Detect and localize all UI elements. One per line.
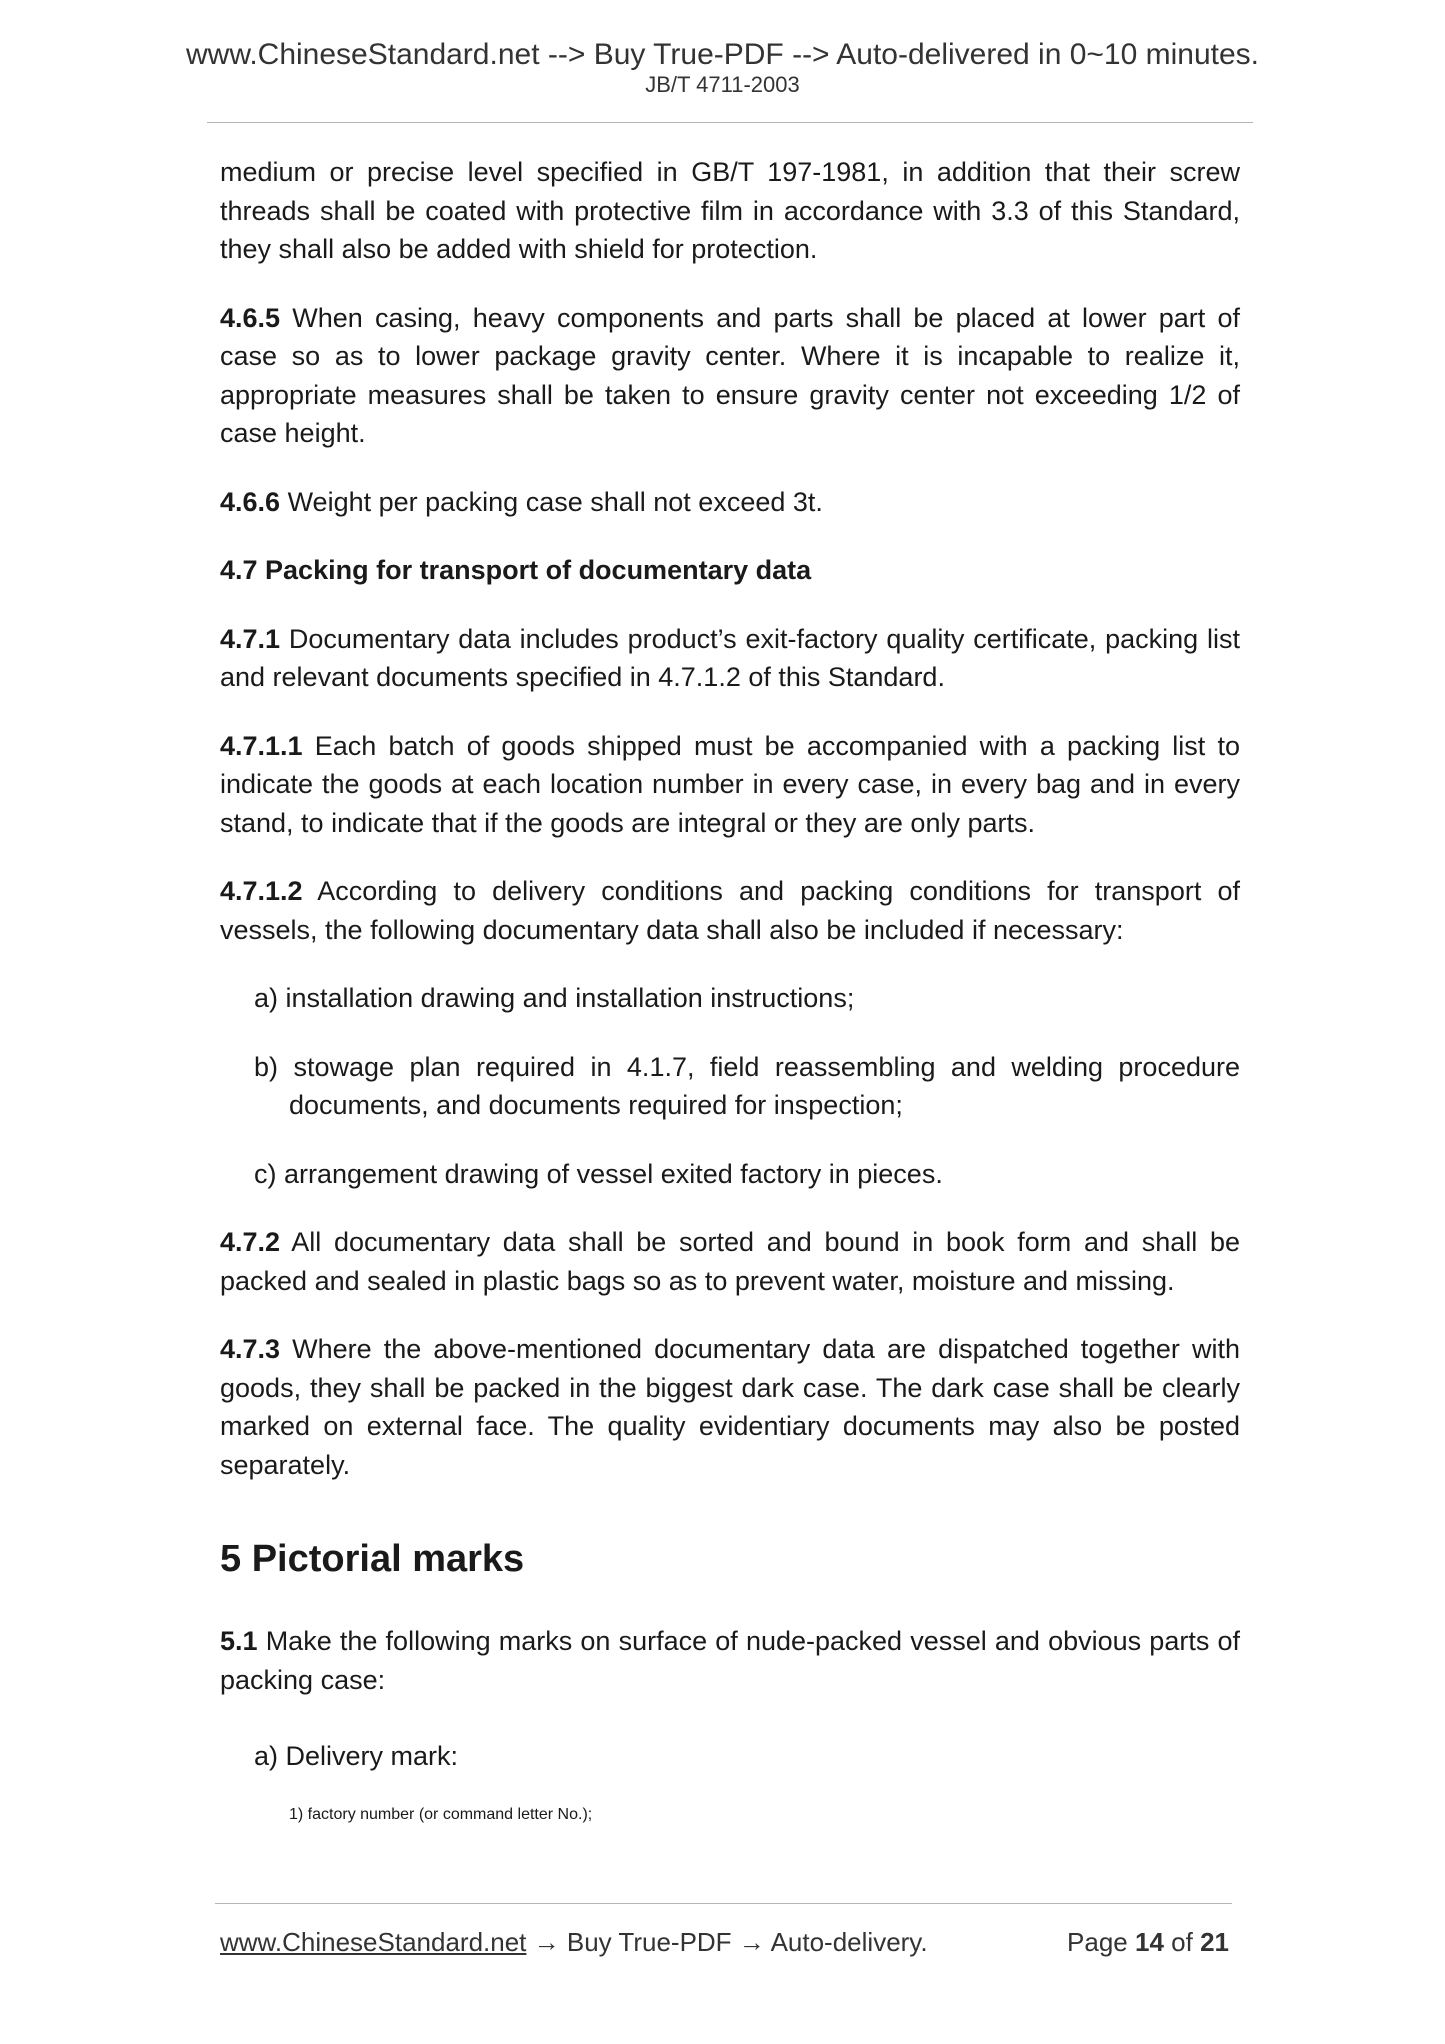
footer-promo <box>220 1926 928 1958</box>
clause-number: 4.7.1.1 <box>220 730 303 761</box>
clause-4-7-2 <box>220 1223 1240 1300</box>
clause-4-7-3 <box>220 1330 1240 1484</box>
list-item: a) installation drawing and installation instructions; <box>254 983 855 1013</box>
document-number: JB/T 4711-2003 <box>645 72 800 97</box>
footer-site-link[interactable]: www.ChineseStandard.net <box>220 1927 527 1957</box>
clause-number: 4.7.3 <box>220 1334 281 1364</box>
page-current: 14 <box>1135 1927 1164 1957</box>
footer-divider <box>215 1903 1232 1904</box>
page-total: 21 <box>1200 1927 1229 1957</box>
clause-4-7-1 <box>220 620 1240 697</box>
clause-text: Where the above-mentioned documentary data are dispatched together with goods, they shall be packed in the biggest dark case. The dark case shall be clearly marked on external face. The quality evidentiary documents may also be posted separately. <box>220 1334 1240 1480</box>
clause-text: All documentary data shall be sorted and bound in book form and shall be packed and sealed in plastic bags so as to prevent water, moisture and missing. <box>220 1227 1240 1296</box>
clause-number: 4.7.2 <box>220 1227 281 1257</box>
page-content <box>220 153 1240 1824</box>
site-banner: www.ChineseStandard.net --> Buy True-PDF --> Auto-delivered in 0~10 minutes. <box>185 38 1260 71</box>
clause-text: Each batch of goods shipped must be accompanied with a packing list to indicate the goods at each location number in every case, in every bag and in every stand, to indicate that if the goods are integral or they are only parts. <box>220 730 1240 838</box>
header-divider <box>207 122 1253 123</box>
list-item: c) arrangement drawing of vessel exited factory in pieces. <box>254 1158 943 1189</box>
clause-text: According to delivery conditions and packing conditions for transport of vessels, the following documentary data shall also be included if necessary: <box>220 876 1240 945</box>
page-label: Page <box>1067 1927 1128 1957</box>
paragraph-continued: medium or precise level specified in GB/T 197-1981, in addition that their screw threads shall be coated with protective film in accordance with 3.3 of this Standard, they shall also be added with shield for protection. <box>220 157 1240 264</box>
clause-4-7-heading: 4.7 Packing for transport of documentary data <box>220 555 812 585</box>
clause-4-6-5 <box>220 299 1240 453</box>
clause-4-6-6 <box>220 483 1240 522</box>
clause-number: 4.6.6 <box>220 486 281 517</box>
clause-text: Weight per packing case shall not exceed 3t. <box>280 486 823 517</box>
page-of: of <box>1171 1927 1193 1957</box>
clause-5-1 <box>220 1622 1240 1699</box>
clause-text: Documentary data includes product’s exit-factory quality certificate, packing list and relevant documents specified in 4.7.1.2 of this Standard. <box>220 623 1240 692</box>
clause-number: 4.7.1.2 <box>220 876 303 906</box>
list-item: b) stowage plan required in 4.1.7, field reassembling and welding procedure documents, and documents required for inspection; <box>254 1051 1240 1120</box>
list-item: 1) factory number (or command letter No.); <box>289 1805 593 1823</box>
clause-text: When casing, heavy components and parts shall be placed at lower part of case so as to lower package gravity center. Where it is incapable to realize it, appropriate measures shall be taken to ensure gravity center not exceeding 1/2 of case height. <box>220 302 1240 448</box>
clause-number: 5.1 <box>220 1626 258 1656</box>
clause-number: 4.7.1 <box>220 623 281 654</box>
clause-4-7-1-2 <box>220 872 1240 949</box>
clause-text: Make the following marks on surface of nude-packed vessel and obvious parts of packing case: <box>220 1626 1240 1695</box>
section-5-heading: 5 Pictorial marks <box>220 1538 525 1580</box>
list-item: a) Delivery mark: <box>254 1741 459 1771</box>
clause-4-7-1-1 <box>220 727 1240 843</box>
footer-promo-text: → Buy True-PDF → Auto-delivery. <box>526 1927 928 1957</box>
clause-number: 4.6.5 <box>220 302 281 333</box>
page-indicator <box>1067 1926 1229 1958</box>
